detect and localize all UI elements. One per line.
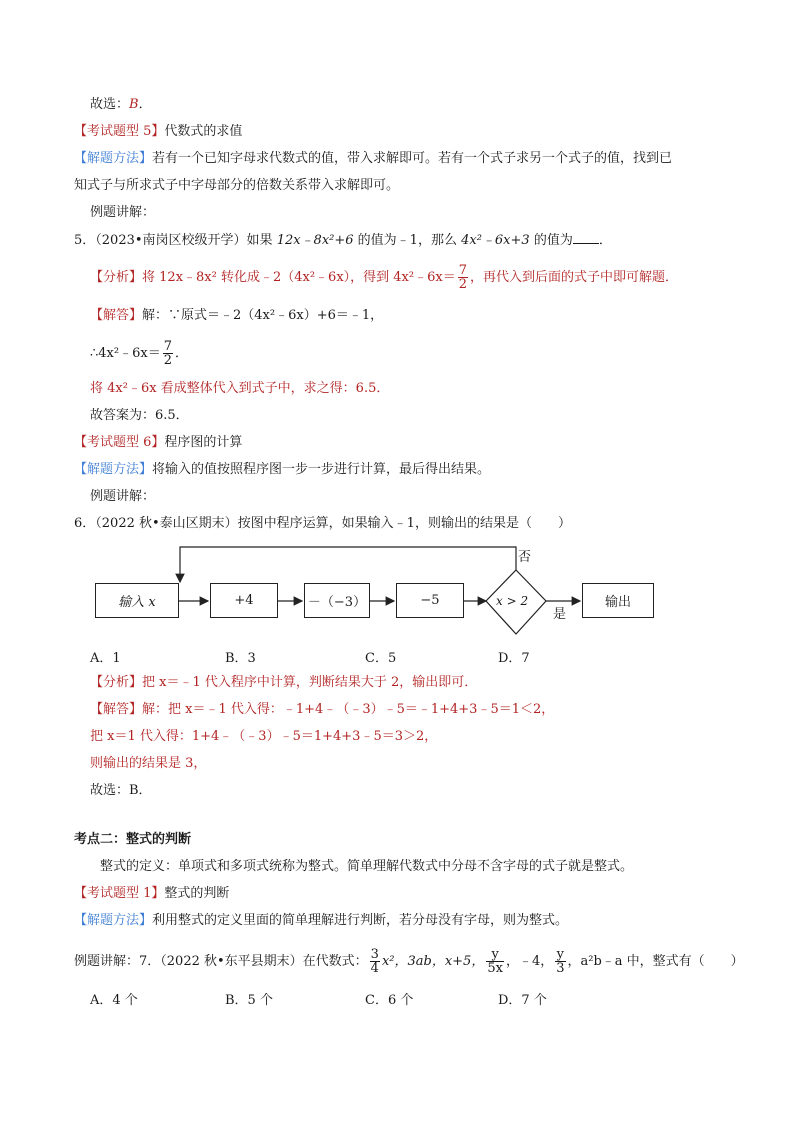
- punct: ．: [174, 346, 188, 361]
- method-text: 利用整式的定义里面的简单理解进行判断，若分母没有字母，则为整式。: [152, 913, 569, 928]
- option-b: B．3: [225, 651, 256, 666]
- q7-stem: [74, 948, 744, 975]
- question-source: （2023•南岗区校级开学）: [95, 233, 247, 248]
- option-a: A．4 个: [90, 993, 138, 1008]
- option-a: A．1: [90, 651, 121, 666]
- fraction-numerator: 7: [458, 263, 467, 278]
- flow-label: 输出: [604, 595, 631, 610]
- punct: ．: [598, 233, 612, 248]
- fraction-numerator: 3: [370, 947, 379, 962]
- method-text: 将输入的值按照程序图一步一步进行计算，最后得出结果。: [152, 462, 491, 477]
- example-label: 例题讲解：: [90, 489, 156, 504]
- option-d: D．7 个: [498, 993, 547, 1008]
- fraction-denominator: 2: [163, 353, 172, 368]
- flow-step-minus5: [396, 583, 464, 618]
- type-title: 代数式的求值: [164, 124, 243, 139]
- flow-step-minus-neg3: [304, 583, 370, 618]
- type-tag: 【考试题型 1】: [74, 886, 165, 901]
- stem-text: 如果: [246, 233, 277, 248]
- flow-label: +4: [234, 593, 254, 608]
- method-tag: 【解题方法】: [74, 913, 153, 928]
- option-c: C．5: [365, 651, 397, 666]
- q5-answer-4: 故答案为：6.5．: [90, 408, 189, 423]
- answer-tag: 【解答】: [90, 308, 143, 323]
- q6-analysis: [90, 674, 477, 692]
- answer-label: 故选：: [90, 97, 130, 112]
- point2-method: [74, 912, 568, 930]
- option-b: B．5 个: [225, 993, 273, 1008]
- q6-answer-4: 故选：B．: [90, 783, 152, 798]
- stem-text: 的值为﹣1，那么: [353, 233, 462, 248]
- expression: ，﹣4，: [505, 954, 554, 969]
- type-tag: 【考试题型 5】: [74, 124, 165, 139]
- type5-method-cont: 知式子与所求式子中字母部分的倍数关系带入求解即可。: [74, 178, 400, 193]
- answer-text: 解：把 x＝﹣1 代入得：﹣1+4﹣（﹣3）﹣5＝﹣1+4+3﹣5＝1＜2，: [142, 702, 555, 717]
- analysis-text: 将 12x﹣8x² 转化成﹣2（4x²﹣6x），得到 4x²﹣6x＝: [142, 270, 456, 285]
- fraction-denominator: 2: [458, 277, 467, 292]
- q5-answer-3: 将 4x²﹣6x 看成整体代入到式子中，求之得：6.5．: [90, 381, 390, 396]
- stem-text: 例题讲解：7．（2022 秋•东平县期末）在代数式：: [74, 954, 368, 969]
- expression: 4x²﹣6x+3: [461, 233, 530, 248]
- fraction-denominator: 5x: [487, 961, 503, 976]
- option-c: C．6 个: [365, 993, 414, 1008]
- decision-label: x > 2: [496, 594, 529, 608]
- fraction: [370, 948, 380, 975]
- fraction-denominator: 4: [370, 961, 379, 976]
- answer-value: B: [129, 97, 139, 112]
- analysis-text: ，再代入到后面的式子中即可解题．: [470, 270, 679, 285]
- option-d: D．7: [498, 651, 530, 666]
- q6-answer-3: 则输出的结果是 3，: [90, 756, 207, 771]
- analysis-tag: 【分析】: [90, 270, 143, 285]
- point2-type-heading: [74, 885, 229, 903]
- question-number: 6．: [74, 516, 96, 531]
- question-source: （2022 秋•泰山区期末）: [95, 516, 238, 531]
- integer-expression-definition: 整式的定义：单项式和多项式统称为整式。简单理解代数式中分母不含字母的式子就是整式。: [100, 859, 634, 874]
- loop-back-arrow: [180, 547, 516, 582]
- flow-yes-label: 是: [553, 607, 567, 622]
- flow-label: －（−3）: [307, 595, 367, 610]
- analysis-text: 把 x＝﹣1 代入程序中计算，判断结果大于 2，输出即可．: [142, 675, 478, 690]
- type-title: 整式的判断: [164, 886, 230, 901]
- fraction: [555, 948, 565, 975]
- flow-output-box: [582, 583, 654, 618]
- flow-label: −5: [420, 593, 440, 608]
- fraction-numerator: y: [486, 948, 504, 962]
- flow-step-add4: [210, 583, 278, 618]
- punct: ．: [138, 97, 152, 112]
- method-text: 若有一个已知字母求代数式的值，带入求解即可。若有一个式子求另一个式子的值，找到已: [152, 151, 673, 166]
- q6-answer-2: 把 x＝1 代入得：1+4﹣（﹣3）﹣5＝1+4+3﹣5＝3＞2，: [90, 729, 438, 744]
- flow-label: 输入 x: [118, 595, 156, 610]
- q6-answer-1: [90, 701, 554, 719]
- expression: ，a²b﹣a 中，整式有（ ）: [567, 954, 744, 969]
- flow-no-label: 否: [518, 550, 532, 565]
- answer-text: 解：∵原式＝﹣2（4x²﹣6x）+6＝﹣1，: [142, 308, 384, 323]
- example-label: 例题讲解：: [90, 205, 156, 220]
- method-tag: 【解题方法】: [74, 151, 153, 166]
- answer-text: ∴4x²﹣6x＝: [90, 346, 161, 361]
- expression: x²，3ab，x+5，: [381, 954, 485, 969]
- answer-tag: 【解答】: [90, 702, 143, 717]
- fraction-numerator: y: [556, 947, 565, 962]
- flow-input-box: [95, 583, 179, 618]
- type-tag: 【考试题型 6】: [74, 435, 165, 450]
- question-number: 5．: [74, 233, 96, 248]
- fraction-numerator: 7: [163, 339, 172, 354]
- type-title: 程序图的计算: [164, 435, 243, 450]
- stem-text: 按图中程序运算，如果输入﹣1，则输出的结果是（ ）: [237, 516, 571, 531]
- method-tag: 【解题方法】: [74, 462, 153, 477]
- analysis-tag: 【分析】: [90, 675, 143, 690]
- fraction-denominator: 3: [556, 961, 565, 976]
- stem-text: 的值为: [529, 233, 573, 248]
- fraction: [486, 948, 504, 975]
- section-title: 考点二：整式的判断: [74, 832, 192, 847]
- expression: 12x﹣8x²+6: [276, 233, 354, 248]
